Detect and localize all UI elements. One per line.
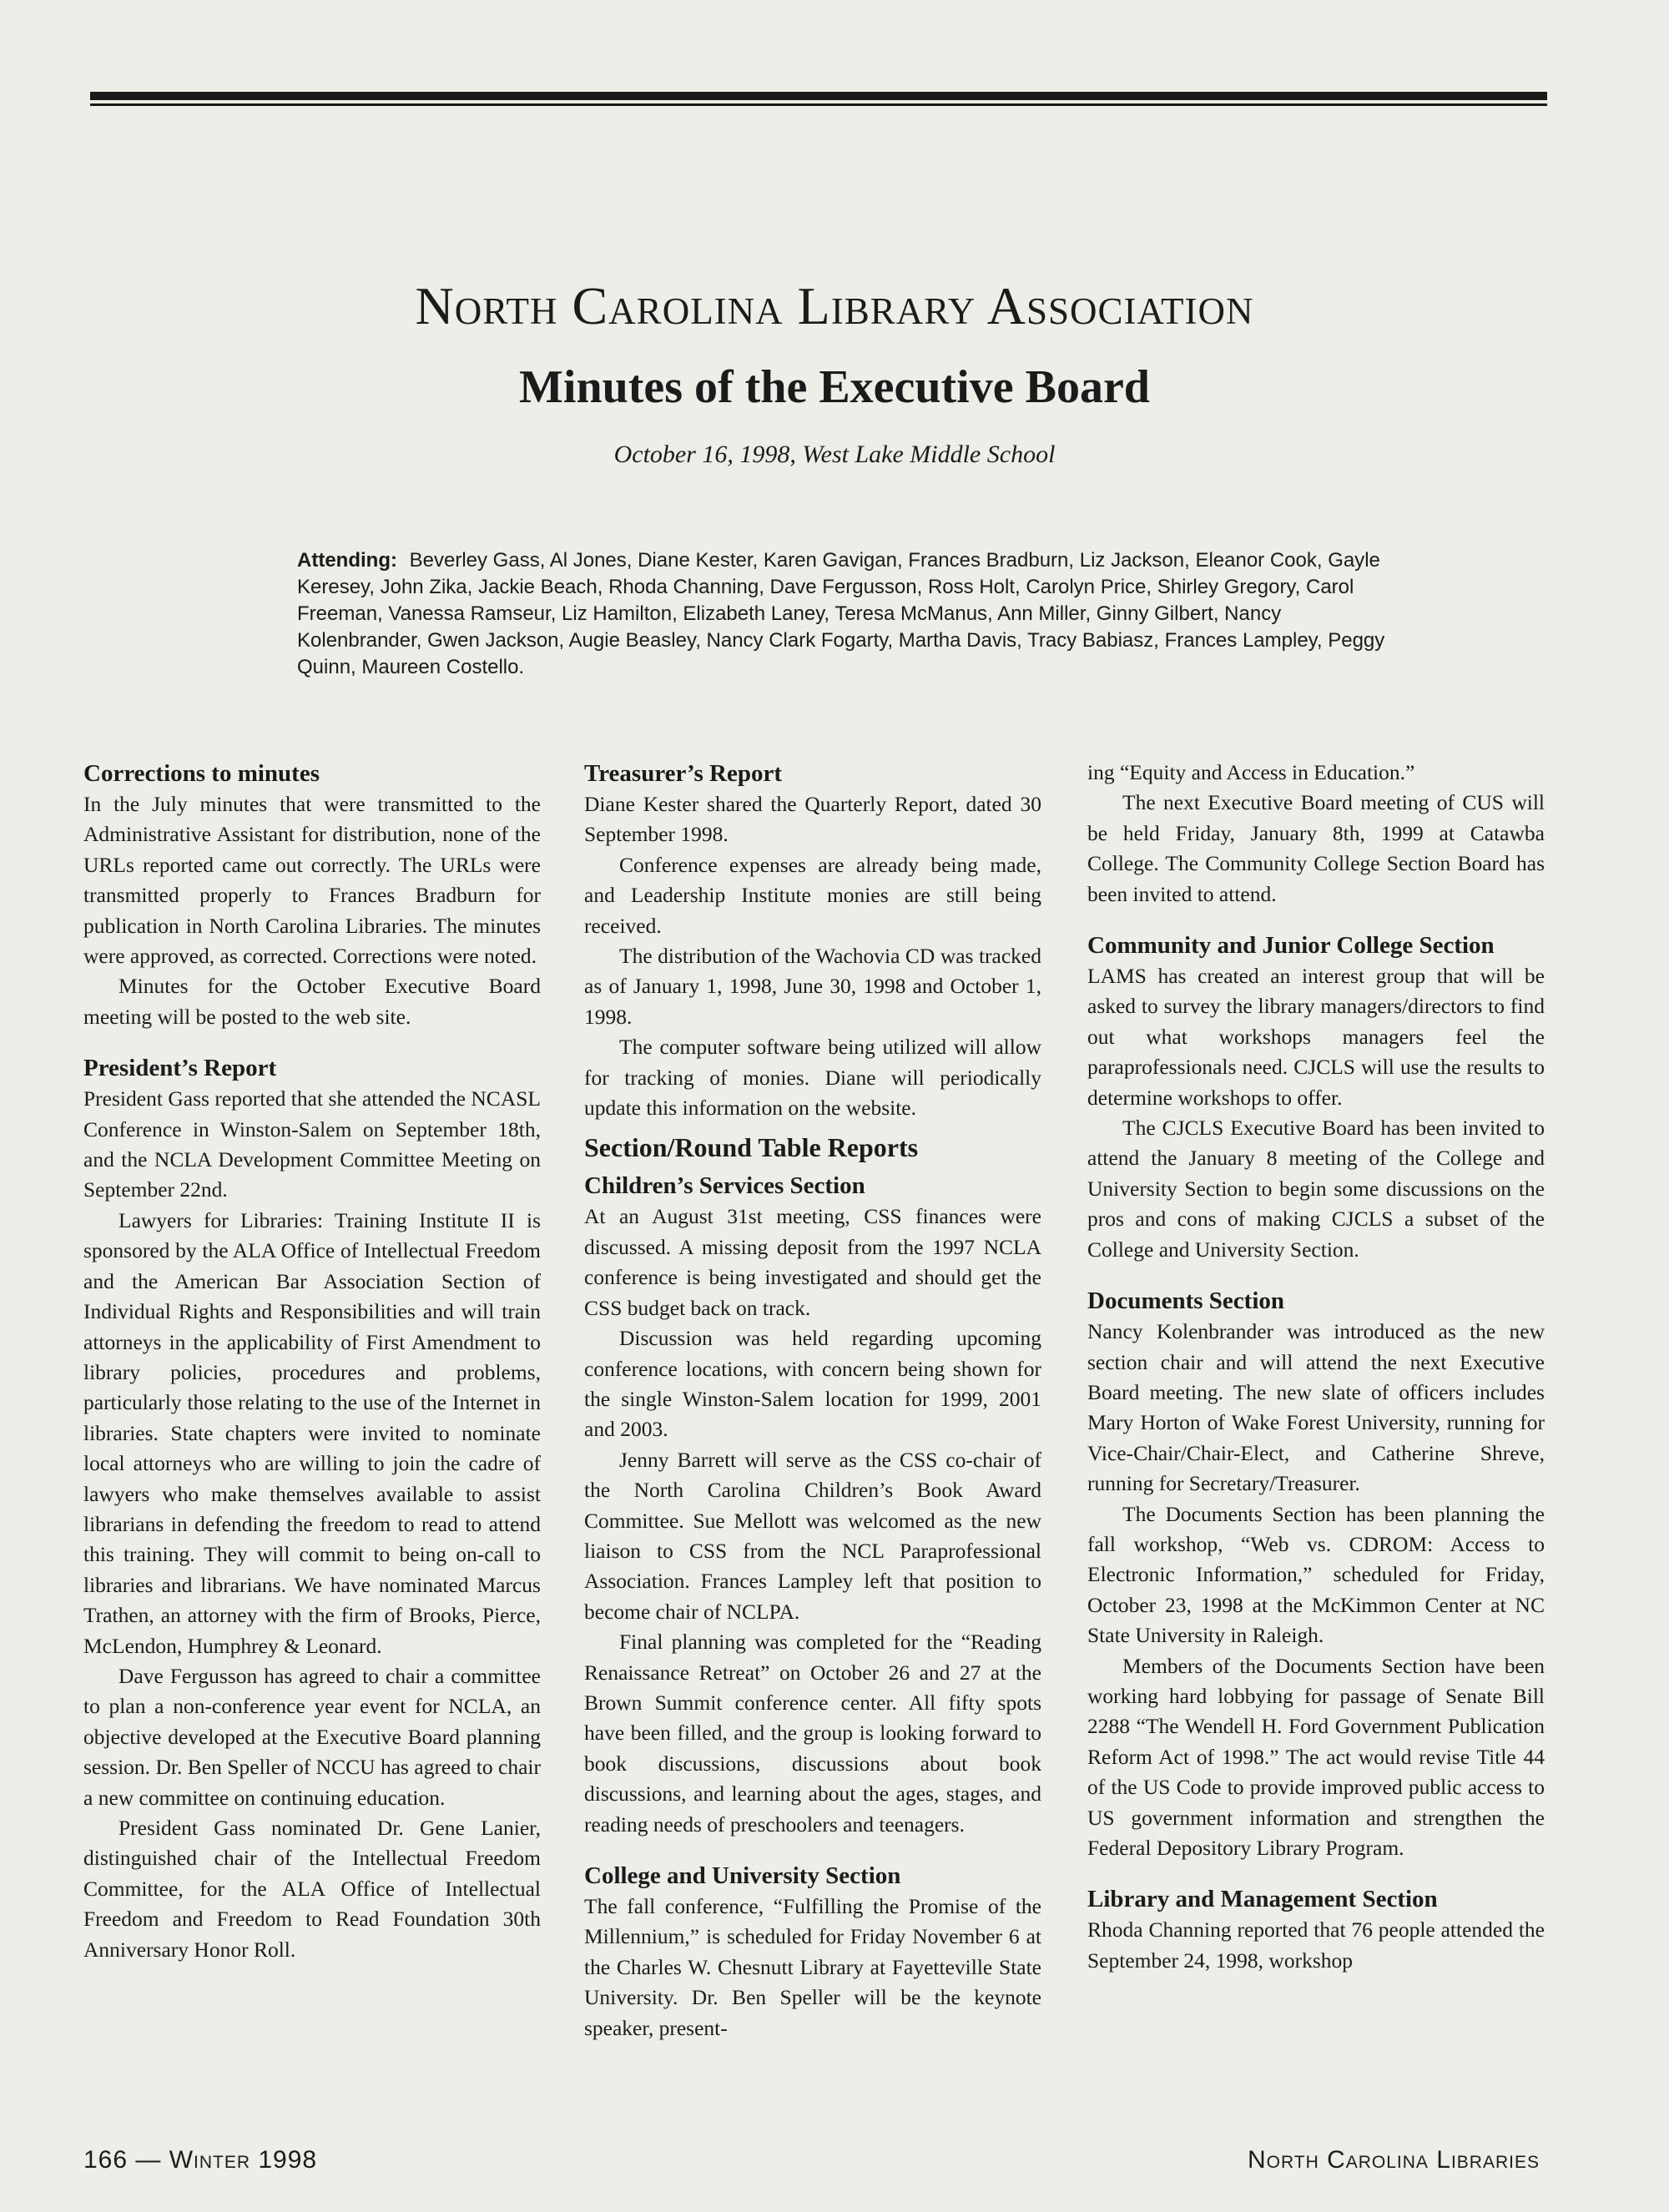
body-paragraph: The CJCLS Executive Board has been invited to attend the January 8 meeting of the College and University Section to begin some discussions on the pros and cons of making CJCLS a subset of the College and University Section. xyxy=(1087,1116,1545,1262)
body-paragraph: Dave Fergusson has agreed to chair a committee to plan a non-conference year event for NCLA, an objective developed at the Executive Board planning session. Dr. Ben Speller of NCCU has agreed to chair a new committee on continuing education. xyxy=(83,1663,541,1810)
organization-name: North Carolina Library Association xyxy=(415,276,1254,335)
section-heading: Library and Management Section xyxy=(1087,1886,1438,1913)
section-heading: Community and Junior College Section xyxy=(1087,932,1495,960)
attending-names: Beverley Gass, Al Jones, Diane Kester, Karen Gavigan, Frances Bradburn, Liz Jackson, Eleanor Cook, Gayle Keresey, John Zika, Jackie Beach, Rhoda Channing, Dave Fergusson, Ross Holt, Carolyn Price, Shirley Gregory, Carol Freeman, Vanessa Ramseur, Liz Hamilton, Elizabeth Laney, Teresa McManus, Ann Miller, Ginny Gilbert, Nancy Kolenbrander, Gwen Jackson, Augie Beasley, Nancy Clark Fogarty, Martha Davis, Tracy Babiasz, Frances Lampley, Peggy Quinn, Maureen Costello. xyxy=(297,549,1385,678)
body-paragraph: President Gass nominated Dr. Gene Lanier, distinguished chair of the Intellectual Freedom Committee, for the ALA Office of Intellectual Freedom and Freedom to Read Foundation 30th Anniversary Honor Roll. xyxy=(83,1816,541,1962)
section-heading: Treasurer’s Report xyxy=(584,760,783,787)
header-rule-thick xyxy=(90,92,1547,100)
section-heading: Children’s Services Section xyxy=(584,1172,865,1200)
body-paragraph: Discussion was held regarding upcoming conference locations, with concern being shown for the single Winston-Salem location for 1999, 2001 and 2003. xyxy=(584,1326,1041,1442)
body-paragraph: Lawyers for Libraries: Training Institute II is sponsored by the ALA Office of Intellectual Freedom and the American Bar Association Section of Individual Rights and Responsibilities and will train attorneys in the applicability of First Amendment to library policies, procedures and problems, particularly those relating to the use of the Internet in libraries. State chapters were invited to nominate local attorneys who are willing to join the cadre of lawyers who make themselves available to assist librarians in defending the freedom to read to attend this training. They will commit to being on-call to libraries and librarians. We have nominated Marcus Trathen, an attorney with the firm of Brooks, Pierce, McLendon, Humphrey & Leonard. xyxy=(83,1207,541,1658)
meeting-date-location: October 16, 1998, West Lake Middle School xyxy=(613,441,1056,468)
section-spacer xyxy=(83,1032,541,1052)
body-paragraph: ing “Equity and Access in Education.” xyxy=(1087,760,1415,784)
body-paragraph: At an August 31st meeting, CSS finances were discussed. A missing deposit from the 1997 NCLA conference is being investigated and should get the CSS budget back on track. xyxy=(584,1204,1041,1320)
attending-label: Attending: xyxy=(297,549,397,572)
body-paragraph: Diane Kester shared the Quarterly Report, dated 30 September 1998. xyxy=(584,792,1041,847)
body-paragraph: The distribution of the Wachovia CD was tracked as of January 1, 1998, June 30, 1998 and October 1, 1998. xyxy=(584,944,1041,1029)
footer-page-issue: 166 — Winter 1998 xyxy=(83,2146,318,2174)
section-heading: President’s Report xyxy=(83,1055,277,1082)
major-heading: Section/Round Table Reports xyxy=(584,1132,919,1163)
section-spacer xyxy=(584,1840,1041,1860)
attendance-list xyxy=(297,547,1407,681)
body-paragraph: Conference expenses are already being made, and Leadership Institute monies are still being received. xyxy=(584,852,1041,938)
body-paragraph: The computer software being utilized will allow for tracking of monies. Diane will periodically update this information on the website. xyxy=(584,1035,1041,1121)
body-paragraph: The next Executive Board meeting of CUS will be held Friday, January 8th, 1999 at Catawba College. The Community College Section Board has been invited to attend. xyxy=(1087,790,1545,906)
body-paragraph: Rhoda Channing reported that 76 people attended the September 24, 1998, workshop xyxy=(1087,1917,1545,1973)
section-heading: College and University Section xyxy=(584,1862,901,1889)
section-spacer xyxy=(1087,909,1545,930)
body-paragraph: Nancy Kolenbrander was introduced as the new section chair and will attend the next Executive Board meeting. The new slate of officers includes Mary Horton of Wake Forest University, running for Vice-Chair/Chair-Elect, and Catherine Shreve, running for Secretary/Treasurer. xyxy=(1087,1319,1545,1496)
body-paragraph: Jenny Barrett will serve as the CSS co-chair of the North Carolina Children’s Book Award Committee. Sue Mellott was welcomed as the new liaison to CSS from the NCL Paraprofessional Association. Frances Lampley left that position to become chair of NCLPA. xyxy=(584,1447,1041,1624)
footer-publication: North Carolina Libraries xyxy=(1247,2146,1540,2174)
section-spacer xyxy=(1087,1863,1545,1883)
body-paragraph: LAMS has created an interest group that will be asked to survey the library managers/directors to find out what workshops managers feel the paraprofessionals need. CJCLS will use the results to determine workshops to offer. xyxy=(1087,964,1545,1110)
section-heading: Corrections to minutes xyxy=(83,760,320,787)
header-rule-thin xyxy=(90,103,1547,106)
article-column-1 xyxy=(83,758,541,1965)
article-column-2 xyxy=(584,758,1041,2043)
body-paragraph: Members of the Documents Section have been working hard lobbying for passage of Senate Bill 2288 “The Wendell H. Ford Government Publication Reform Act of 1998.” The act would revise Title 44 of the US Code to provide improved public access to US government information and strengthen the Federal Depository Library Program. xyxy=(1087,1653,1545,1860)
section-heading: Documents Section xyxy=(1087,1287,1285,1315)
body-paragraph: The Documents Section has been planning the fall workshop, “Web vs. CDROM: Access to Electronic Information,” scheduled for Friday, October 23, 1998 at the McKimmon Center at NC State University in Raleigh. xyxy=(1087,1501,1545,1648)
article-column-3 xyxy=(1087,758,1545,1976)
section-spacer xyxy=(1087,1265,1545,1285)
body-paragraph: President Gass reported that she attended the NCASL Conference in Winston-Salem on September 18th, and the NCLA Development Committee Meeting on September 22nd. xyxy=(83,1086,541,1202)
body-paragraph: In the July minutes that were transmitted to the Administrative Assistant for distribution, none of the URLs reported came out correctly. The URLs were transmitted properly to Frances Bradburn for publication in North Carolina Libraries. The minutes were approved, as corrected. Corrections were noted. xyxy=(83,792,541,969)
body-paragraph: The fall conference, “Fulfilling the Promise of the Millennium,” is scheduled for Friday November 6 at the Charles W. Chesnutt Library at Fayetteville State University. Dr. Ben Speller will be the keynote speaker, present- xyxy=(584,1894,1041,2040)
page-title: Minutes of the Executive Board xyxy=(519,361,1150,413)
body-paragraph: Minutes for the October Executive Board meeting will be posted to the web site. xyxy=(83,974,541,1029)
body-paragraph: Final planning was completed for the “Reading Renaissance Retreat” on October 26 and 27 at the Brown Summit conference center. All fifty spots have been filled, and the group is looking forward to book discussions, discussions about book discussions, and learning about the ages, stages, and reading needs of preschoolers and teenagers. xyxy=(584,1630,1041,1837)
